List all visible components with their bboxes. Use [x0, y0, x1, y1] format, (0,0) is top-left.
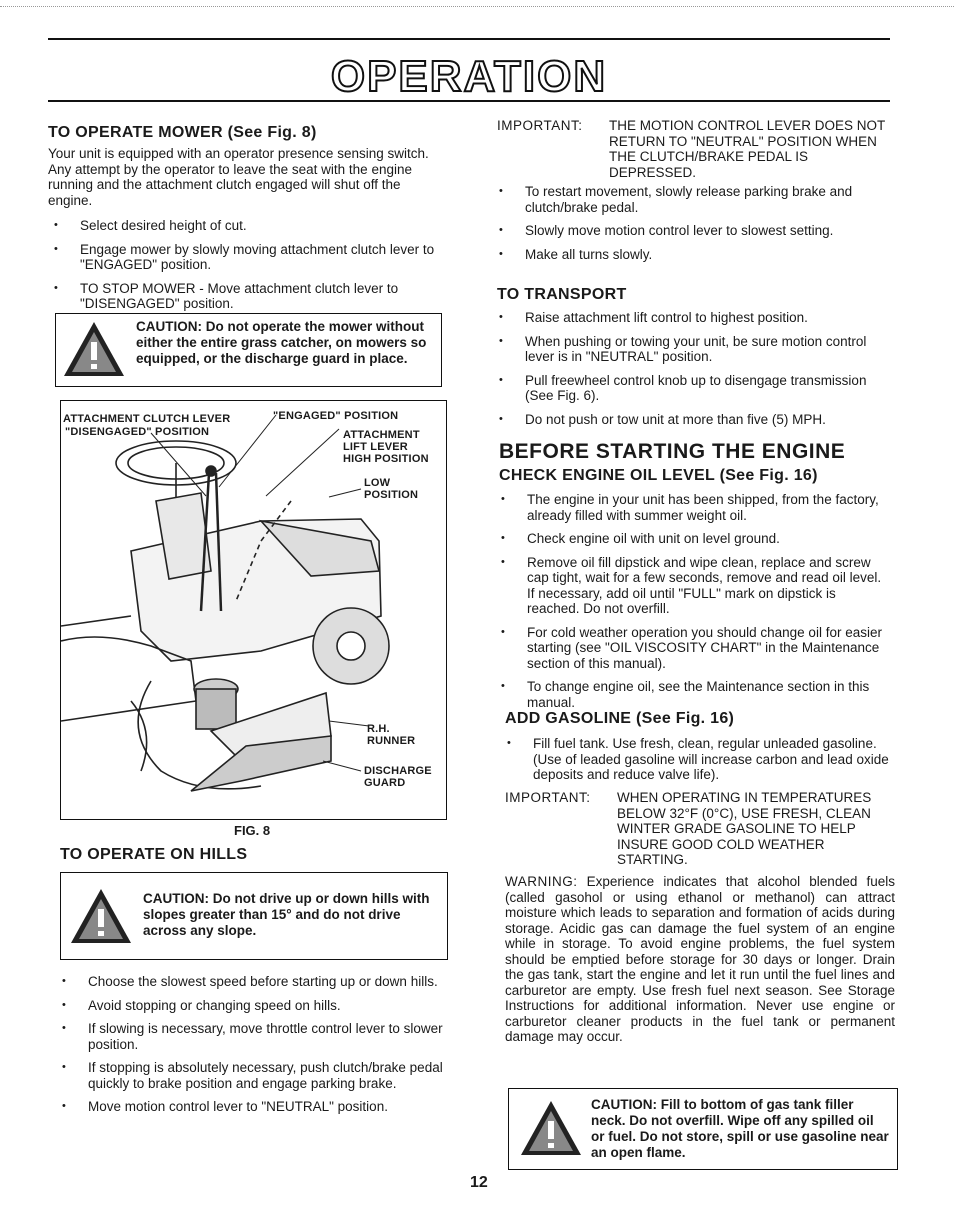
mower-intro: Your unit is equipped with an operator presence sensing switch. Any attempt by the operator to leave the seat with the engine running and the attachment clutch engaged will shut off the engine.	[48, 146, 429, 208]
list-item: • Fill fuel tank. Use fresh, clean, regular unleaded gasoline. (Use of leaded gasoline will increase carbon and lead oxide deposits and reduce valve life).	[505, 736, 893, 783]
list-item: • Select desired height of cut.	[52, 218, 444, 234]
list-item: • To restart movement, slowly release parking brake and clutch/brake pedal.	[497, 184, 889, 215]
mower-heading: TO OPERATE MOWER (See Fig. 8)	[48, 124, 317, 141]
gasoline-heading: ADD GASOLINE (See Fig. 16)	[505, 710, 735, 727]
mower-caution-text: CAUTION: Do not operate the mower without either the entire grass catcher, on mowers so equipped, or the discharge guard in place.	[136, 319, 427, 366]
mower-caution-box	[55, 313, 442, 387]
list-item: • If stopping is absolutely necessary, push clutch/brake pedal quickly to brake position and engage parking brake.	[60, 1060, 450, 1091]
warning-label: WARNING:	[505, 874, 578, 889]
page-number: 12	[470, 1174, 488, 1191]
important-label: IMPORTANT:	[505, 790, 591, 805]
important-text: THE MOTION CONTROL LEVER DOES NOT RETURN TO "NEUTRAL" POSITION WHEN THE CLUTCH/BRAKE PEDAL IS DEPRESSED.	[609, 118, 886, 180]
list-item: • If slowing is necessary, move throttle control lever to slower position.	[60, 1021, 450, 1052]
label-discharge-1: DISCHARGE	[364, 765, 432, 777]
list-item: • Make all turns slowly.	[497, 247, 889, 263]
list-item: • Do not push or tow unit at more than five (5) MPH.	[497, 412, 889, 428]
hills-caution-box	[60, 872, 448, 960]
list-item: • For cold weather operation you should change oil for easier starting (see "OIL VISCOSITY CHART" in the Maintenance section of this manual).	[499, 625, 891, 672]
list-item: • Raise attachment lift control to highest position.	[497, 310, 889, 326]
label-runner-2: RUNNER	[367, 735, 416, 747]
important-2	[505, 790, 893, 868]
transport-bullet-list	[497, 310, 889, 435]
header-rule-top	[48, 38, 890, 40]
label-runner-1: R.H.	[367, 723, 390, 735]
warning-text: Experience indicates that alcohol blended fuels (called gasohol or using ethanol or methanol) can attract moisture which leads to separation and formation of acids during storage. Acidic gas can damage the fuel system of an engine while in storage. To avoid engine problems, the fuel system should be emptied before storage for 30 days or longer. Drain the gas tank, start the engine and let it run until the fuel lines and carburetor are empty. Use fresh fuel next season. See Storage Instructions for additional information. Never use engine or carburetor cleaner products in the fuel tank or permanent damage may occur.	[505, 874, 895, 1044]
list-item: • Pull freewheel control knob up to disengage transmission (See Fig. 6).	[497, 373, 889, 404]
list-item: • Avoid stopping or changing speed on hills.	[60, 998, 450, 1014]
list-item: • Check engine oil with unit on level ground.	[499, 531, 891, 547]
important-label: IMPORTANT:	[497, 118, 583, 133]
page-title: OPERATION	[330, 52, 608, 101]
transport-heading: TO TRANSPORT	[497, 286, 627, 303]
label-engaged: "ENGAGED" POSITION	[273, 410, 399, 422]
list-item: • The engine in your unit has been shipped, from the factory, already filled with summer weight oil.	[499, 492, 891, 523]
list-item: • Engage mower by slowly moving attachment clutch lever to "ENGAGED" position.	[52, 242, 444, 273]
list-item: • Slowly move motion control lever to slowest setting.	[497, 223, 889, 239]
label-low-1: LOW	[364, 477, 391, 489]
gasoline-caution-text: CAUTION: Fill to bottom of gas tank filler neck. Do not overfill. Wipe off any spilled oil or fuel. Do not store, spill or use gasoline near an open flame.	[591, 1097, 889, 1160]
page-top-edge	[0, 6, 954, 7]
label-disengaged: "DISENGAGED" POSITION	[65, 426, 210, 438]
important-1	[497, 118, 889, 180]
gasoline-caution-box	[508, 1088, 898, 1170]
label-lift-lever-2: LIFT LEVER	[343, 441, 408, 453]
list-item: • Choose the slowest speed before starting up or down hills.	[60, 974, 450, 990]
label-discharge-2: GUARD	[364, 777, 406, 789]
label-low-2: POSITION	[364, 489, 419, 501]
hills-bullet-list	[60, 974, 450, 1123]
figure-8-box	[60, 400, 447, 820]
label-high-position: HIGH POSITION	[343, 453, 429, 465]
label-lift-lever-1: ATTACHMENT	[343, 429, 420, 441]
oil-heading: CHECK ENGINE OIL LEVEL (See Fig. 16)	[499, 467, 818, 484]
header-rule-bottom	[48, 100, 890, 102]
figure-caption: FIG. 8	[234, 823, 271, 838]
hills-caution-text: CAUTION: Do not drive up or down hills with slopes greater than 15° and do not drive across any slope.	[143, 891, 430, 938]
oil-bullet-list	[499, 492, 891, 718]
warning-triangle-icon	[519, 1099, 583, 1157]
hills-heading: TO OPERATE ON HILLS	[60, 846, 248, 863]
warning-triangle-icon	[69, 887, 133, 945]
gasoline-bullet-list	[505, 736, 893, 791]
restart-bullet-list	[497, 184, 889, 270]
warning-paragraph	[505, 874, 895, 1045]
list-item: • To change engine oil, see the Maintenance section in this manual.	[499, 679, 891, 710]
list-item: • TO STOP MOWER - Move attachment clutch lever to "DISENGAGED" position.	[52, 281, 444, 312]
important-text: WHEN OPERATING IN TEMPERATURES BELOW 32°F (0°C), USE FRESH, CLEAN WINTER GRADE GASOLINE TO HELP INSURE GOOD COLD WEATHER STARTING.	[617, 790, 872, 867]
mower-bullet-list	[52, 218, 444, 320]
before-starting-heading: BEFORE STARTING THE ENGINE	[499, 440, 846, 463]
list-item: • Move motion control lever to "NEUTRAL" position.	[60, 1099, 450, 1115]
list-item: • When pushing or towing your unit, be sure motion control lever is in "NEUTRAL" position.	[497, 334, 889, 365]
list-item: • Remove oil fill dipstick and wipe clean, replace and screw cap tight, wait for a few seconds, remove and read oil level. If necessary, add oil until "FULL" mark on dipstick is reached. Do not overfill.	[499, 555, 891, 617]
warning-triangle-icon	[62, 320, 126, 378]
label-clutch-lever: ATTACHMENT CLUTCH LEVER	[63, 413, 231, 425]
